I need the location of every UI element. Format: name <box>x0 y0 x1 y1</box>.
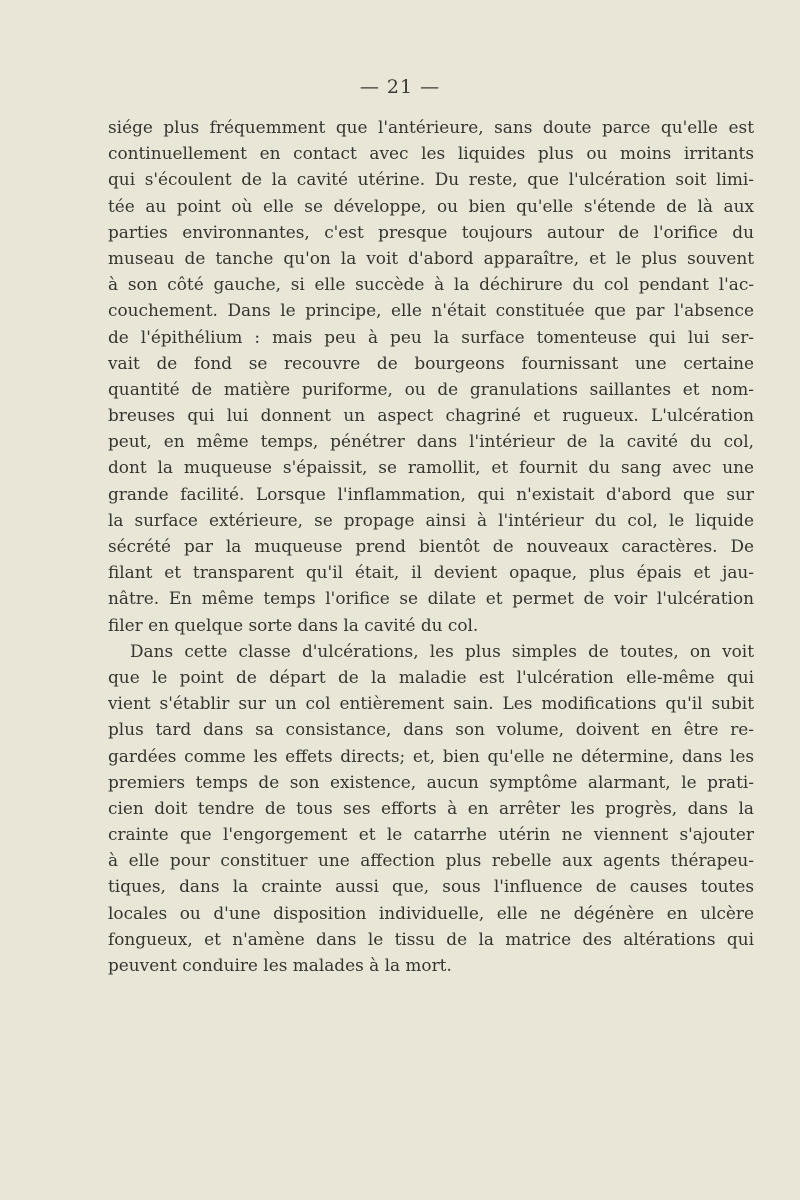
text-line: breuses qui lui donnent un aspect chagriné et rugueux. L'ulcération <box>108 405 754 426</box>
text-line: peuvent conduire les malades à la mort. <box>108 955 452 975</box>
text-line: filer en quelque sorte dans la cavité du col. <box>108 614 479 635</box>
text-line: dont la muqueuse s'épaissit, se ramollit, et fournit du sang avec une <box>108 457 754 478</box>
paragraph-2 <box>108 638 754 978</box>
text-line: grande facilité. Lorsque l'inflammation, qui n'existait d'abord que sur <box>108 483 754 504</box>
text-line: à son côté gauche, si elle succède à la déchirure du col pendant l'ac- <box>108 274 754 295</box>
text-line: fongueux, et n'amène dans le tissu de la matrice des altérations qui <box>108 928 754 949</box>
text-line: nâtre. En même temps l'orifice se dilate et permet de voir l'ulcération <box>108 588 754 609</box>
text-line: quantité de matière puriforme, ou de granulations saillantes et nom- <box>108 378 754 399</box>
text-line: la surface extérieure, se propage ainsi à l'intérieur du col, le liquide <box>108 509 754 530</box>
text-line: filant et transparent qu'il était, il devient opaque, plus épais et jau- <box>108 562 754 583</box>
text-line: locales ou d'une disposition individuelle, elle ne dégénère en ulcère <box>108 902 754 923</box>
text-line: à elle pour constituer une affection plus rebelle aux agents thérapeu- <box>108 850 754 871</box>
text-line: cien doit tendre de tous ses efforts à en arrêter les progrès, dans la <box>108 797 754 818</box>
text-line: siége plus fréquemment que l'antérieure, sans doute parce qu'elle est <box>108 117 754 137</box>
text-line: museau de tanche qu'on la voit d'abord apparaître, et le plus souvent <box>108 247 754 268</box>
paragraph-1 <box>108 114 754 638</box>
text-line: crainte que l'engorgement et le catarrhe utérin ne viennent s'ajouter <box>108 824 754 845</box>
text-line: parties environnantes, c'est presque toujours autour de l'orifice du <box>108 221 754 242</box>
text-line: tiques, dans la crainte aussi que, sous l'influence de causes toutes <box>108 876 754 897</box>
text-line: vient s'établir sur un col entièrement sain. Les modifications qu'il subit <box>108 693 754 714</box>
page-number: — 21 — <box>359 76 441 98</box>
text-line: gardées comme les effets directs; et, bien qu'elle ne détermine, dans les <box>108 745 754 766</box>
text-line: vait de fond se recouvre de bourgeons fournissant une certaine <box>108 352 754 373</box>
text-line: que le point de départ de la maladie est l'ulcération elle-même qui <box>108 666 754 687</box>
text-line: tée au point où elle se développe, ou bien qu'elle s'étende de là aux <box>108 195 754 216</box>
body-text <box>108 114 754 978</box>
text-line: premiers temps de son existence, aucun symptôme alarmant, le prati- <box>108 771 754 792</box>
text-line: couchement. Dans le principe, elle n'était constituée que par l'absence <box>108 300 754 321</box>
text-line: plus tard dans sa consistance, dans son volume, doivent en être re- <box>108 719 754 740</box>
text-line: peut, en même temps, pénétrer dans l'intérieur de la cavité du col, <box>108 431 754 452</box>
text-line: qui s'écoulent de la cavité utérine. Du reste, que l'ulcération soit limi- <box>108 169 754 190</box>
text-line: de l'épithélium : mais peu à peu la surface tomenteuse qui lui ser- <box>108 326 754 347</box>
text-line: sécrété par la muqueuse prend bientôt de nouveaux caractères. De <box>108 536 754 556</box>
text-line: continuellement en contact avec les liquides plus ou moins irritants <box>108 143 754 164</box>
text-line: Dans cette classe d'ulcérations, les plus simples de toutes, on voit <box>130 640 754 661</box>
